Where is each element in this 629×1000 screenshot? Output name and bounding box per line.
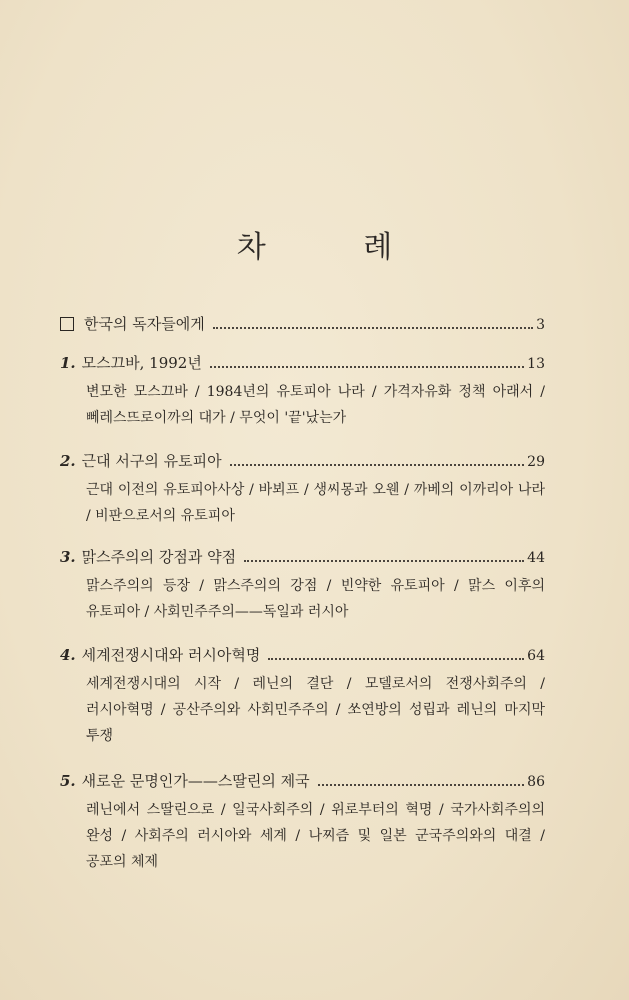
- toc-chapter-number: 2.: [60, 452, 76, 470]
- leader-dots: [244, 550, 524, 562]
- toc-entry-subtopics: 맑스주의의 등장 / 맑스주의의 강점 / 빈약한 유토피아 / 맑스 이후의 유토피아 / 사회민주주의——독일과 러시아: [86, 578, 545, 620]
- toc-entry-title: 한국의 독자들에게: [84, 315, 205, 333]
- leader-dots: [210, 356, 524, 368]
- toc-page-number: 64: [527, 648, 545, 664]
- toc-entry-head: [60, 313, 545, 337]
- toc-chapter-number: 1.: [60, 354, 76, 372]
- toc-page-number: 86: [527, 774, 545, 790]
- toc-entry-subtopics: 레닌에서 스딸린으로 / 일국사회주의 / 위로부터의 혁명 / 국가사회주의의 완성 / 사회주의 러시아와 세계 / 나찌즘 및 일본 군국주의와의 대결 / 공포의 체제: [86, 802, 545, 870]
- leader-dots: [268, 648, 524, 660]
- leader-dots: [318, 774, 525, 786]
- toc-entry-title: 모스끄바, 1992년: [81, 354, 202, 372]
- toc-entry-preface: [60, 313, 545, 337]
- leader-dots: [230, 454, 525, 466]
- toc-entry-2: [60, 450, 545, 529]
- checkbox-square-icon: [60, 317, 74, 331]
- toc-chapter-number: 4.: [60, 646, 76, 664]
- toc-entry-head: [60, 450, 545, 474]
- toc-entry-subtopics: 근대 이전의 유토피아사상 / 바뵈프 / 생씨몽과 오웬 / 까베의 이까리아 나라 / 비판으로서의 유토피아: [86, 482, 545, 524]
- toc-entry-subtopics: 변모한 모스끄바 / 1984년의 유토피아 나라 / 가격자유화 정책 아래서 / 뻬레스뜨로이까의 대가 / 무엇이 '끝'났는가: [86, 384, 545, 426]
- toc-entry-head: [60, 352, 545, 376]
- toc-chapter-number: 5.: [60, 772, 76, 790]
- toc-entry-title: 근대 서구의 유토피아: [81, 452, 222, 470]
- toc-entry-3: [60, 546, 545, 625]
- toc-entry-5: [60, 770, 545, 875]
- toc-page-number: 29: [527, 454, 545, 470]
- toc-page-number: 13: [527, 356, 545, 372]
- toc-entry-4: [60, 644, 545, 749]
- toc-page-number: 3: [536, 317, 545, 333]
- toc-page-number: 44: [527, 550, 545, 566]
- toc-entry-head: [60, 546, 545, 570]
- toc-chapter-number: 3.: [60, 548, 76, 566]
- toc-entry-title: 맑스주의의 강점과 약점: [81, 548, 237, 566]
- toc-entry-subtopics: 세계전쟁시대의 시작 / 레닌의 결단 / 모델로서의 전쟁사회주의 / 러시아혁명 / 공산주의와 사회민주주의 / 쏘연방의 성립과 레닌의 마지막 투쟁: [86, 676, 545, 744]
- toc-entry-title: 세계전쟁시대와 러시아혁명: [81, 646, 261, 664]
- page-title: 차 례: [236, 230, 437, 265]
- toc-entry-title: 새로운 문명인가——스딸린의 제국: [81, 772, 310, 790]
- toc-entry-1: [60, 352, 545, 431]
- leader-dots: [213, 317, 533, 329]
- toc-entry-head: [60, 644, 545, 668]
- toc-entry-head: [60, 770, 545, 794]
